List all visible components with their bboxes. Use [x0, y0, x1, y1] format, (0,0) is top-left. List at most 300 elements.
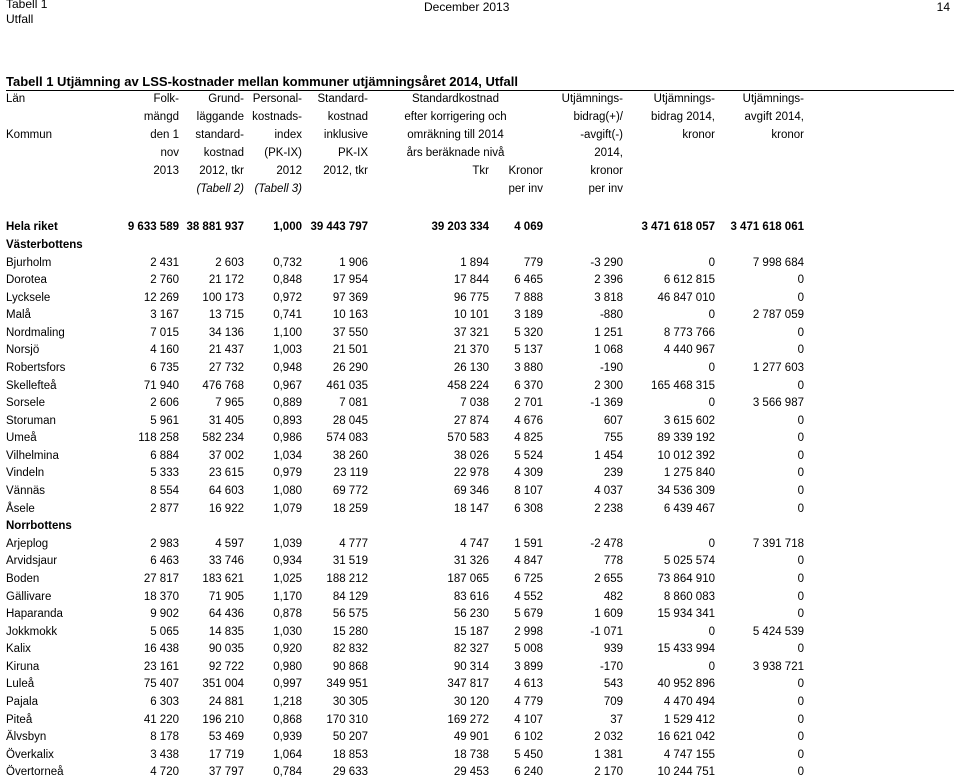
table-cell: 26 130 [368, 359, 489, 377]
table-cell: 26 290 [302, 359, 368, 377]
table-row [6, 500, 804, 518]
table-cell: 73 864 910 [623, 570, 715, 588]
header-cell: bidrag(+)/ [543, 111, 623, 129]
table-row [6, 570, 804, 588]
table-cell: 15 280 [302, 623, 368, 641]
table-cell: 0,848 [244, 271, 302, 289]
table-row [6, 746, 804, 764]
header-cell: kostnad [302, 111, 368, 129]
table-cell: 69 346 [368, 482, 489, 500]
table-cell: 1 381 [543, 746, 623, 764]
table-cell: 2 998 [489, 623, 543, 641]
table-cell: 3 189 [489, 306, 543, 324]
table-cell: 5 320 [489, 324, 543, 342]
municipality-name: Vilhelmina [6, 447, 114, 465]
table-cell: 778 [543, 553, 623, 571]
table-cell: 0,934 [244, 553, 302, 571]
table-cell: 6 102 [489, 728, 543, 746]
header-row [6, 147, 804, 165]
table-cell: 1 068 [543, 342, 623, 360]
section-heading-row [6, 517, 804, 535]
table-cell: 38 881 937 [179, 219, 244, 237]
header-cell: Kronor [489, 165, 543, 183]
table-cell: 0,967 [244, 377, 302, 395]
header-cell [623, 165, 715, 183]
table-cell: 34 536 309 [623, 482, 715, 500]
table-cell: -1 369 [543, 394, 623, 412]
table-cell: 6 439 467 [623, 500, 715, 518]
header-cell: den 1 [114, 129, 179, 147]
section-name: Norrbottens [6, 517, 804, 535]
table-cell: 90 314 [368, 658, 489, 676]
municipality-name: Boden [6, 570, 114, 588]
table-cell: 2 606 [114, 394, 179, 412]
header-cell: -avgift(-) [543, 129, 623, 147]
table-cell: 755 [543, 430, 623, 448]
table-cell: 4 720 [114, 764, 179, 781]
table-cell: 607 [543, 412, 623, 430]
table-cell: 7 015 [114, 324, 179, 342]
table-cell: 6 465 [489, 271, 543, 289]
table-cell: 10 101 [368, 306, 489, 324]
table-row [6, 535, 804, 553]
municipality-name: Sorsele [6, 394, 114, 412]
table-cell: 30 305 [302, 693, 368, 711]
header-cell: kronor [715, 129, 804, 147]
table-cell: 239 [543, 465, 623, 483]
table-cell: 18 738 [368, 746, 489, 764]
header-cell [623, 147, 715, 165]
table-cell: 939 [543, 640, 623, 658]
header-cell: års beräknade nivå [368, 147, 543, 165]
table-cell: 4 552 [489, 588, 543, 606]
table-cell: 31 519 [302, 553, 368, 571]
table-cell: 1 277 603 [715, 359, 804, 377]
header-cell [6, 183, 114, 201]
table-cell: 31 326 [368, 553, 489, 571]
table-cell: 37 [543, 711, 623, 729]
table-cell: 187 065 [368, 570, 489, 588]
table-cell: 3 880 [489, 359, 543, 377]
header-cell: 2012 [244, 165, 302, 183]
header-cell: index [244, 129, 302, 147]
header-cell: Personal- [244, 93, 302, 111]
table-row [6, 271, 804, 289]
table-cell: 0 [623, 658, 715, 676]
table-cell: 0,920 [244, 640, 302, 658]
table-cell: 0 [715, 271, 804, 289]
table-cell: 0 [715, 746, 804, 764]
table-cell: 4 597 [179, 535, 244, 553]
table-cell: 5 679 [489, 605, 543, 623]
table-cell: 0,784 [244, 764, 302, 781]
table-cell: 0 [715, 377, 804, 395]
table-cell: 34 136 [179, 324, 244, 342]
table-cell: 0 [715, 553, 804, 571]
table-cell: 18 853 [302, 746, 368, 764]
table-cell: 56 575 [302, 605, 368, 623]
table-cell: 0,980 [244, 658, 302, 676]
municipality-name: Åsele [6, 500, 114, 518]
table-cell: 2 603 [179, 254, 244, 272]
table-cell: 0,732 [244, 254, 302, 272]
table-cell: 461 035 [302, 377, 368, 395]
municipality-name: Umeå [6, 430, 114, 448]
table-cell: 351 004 [179, 676, 244, 694]
table-cell: -1 071 [543, 623, 623, 641]
table-cell: 8 107 [489, 482, 543, 500]
table-cell: 4 160 [114, 342, 179, 360]
table-cell: 28 045 [302, 412, 368, 430]
table-cell: 0,948 [244, 359, 302, 377]
table-cell: 21 501 [302, 342, 368, 360]
table-cell: 5 333 [114, 465, 179, 483]
table-cell: 0 [623, 623, 715, 641]
table-cell: 6 303 [114, 693, 179, 711]
municipality-name: Skellefteå [6, 377, 114, 395]
table-cell: 0 [715, 588, 804, 606]
table-cell: 5 008 [489, 640, 543, 658]
table-cell: 1 454 [543, 447, 623, 465]
table-row [6, 711, 804, 729]
table-cell: 3 818 [543, 289, 623, 307]
table-cell: 6 884 [114, 447, 179, 465]
table-row [6, 764, 804, 781]
table-cell: 22 978 [368, 465, 489, 483]
table-cell: 5 137 [489, 342, 543, 360]
sheet-subtitle: Utfall [6, 12, 33, 26]
table-cell: 4 779 [489, 693, 543, 711]
table-cell: 27 732 [179, 359, 244, 377]
header-cell [715, 147, 804, 165]
table-cell [543, 219, 623, 237]
table-cell: 4 777 [302, 535, 368, 553]
table-cell: 779 [489, 254, 543, 272]
header-cell: per inv [543, 183, 623, 201]
header-row [6, 129, 804, 147]
table-cell: 1 906 [302, 254, 368, 272]
table-cell: 4 825 [489, 430, 543, 448]
table-cell: 21 172 [179, 271, 244, 289]
table-cell: 6 308 [489, 500, 543, 518]
table-cell: 6 612 815 [623, 271, 715, 289]
table-cell: 170 310 [302, 711, 368, 729]
header-cell [114, 183, 179, 201]
header-cell [302, 183, 368, 201]
table-cell: 90 868 [302, 658, 368, 676]
header-cell: Standardkostnad [368, 93, 543, 111]
section-heading-row [6, 236, 804, 254]
table-cell: 37 797 [179, 764, 244, 781]
municipality-name: Robertsfors [6, 359, 114, 377]
table-cell: 0 [715, 447, 804, 465]
table-cell: 96 775 [368, 289, 489, 307]
table-cell: 4 747 [368, 535, 489, 553]
header-cell: avgift 2014, [715, 111, 804, 129]
table-cell: -880 [543, 306, 623, 324]
header-cell: Standard- [302, 93, 368, 111]
header-cell: inklusive [302, 129, 368, 147]
header-cell: kronor [543, 165, 623, 183]
table-cell: 30 120 [368, 693, 489, 711]
table-row [6, 412, 804, 430]
municipality-name: Gällivare [6, 588, 114, 606]
table-cell: 46 847 010 [623, 289, 715, 307]
table-cell: 2 396 [543, 271, 623, 289]
table-cell: 0 [715, 430, 804, 448]
table-cell: 27 817 [114, 570, 179, 588]
table-cell: 165 468 315 [623, 377, 715, 395]
header-cell: 2013 [114, 165, 179, 183]
header-cell [6, 147, 114, 165]
header-cell: 2014, [543, 147, 623, 165]
table-cell: 10 244 751 [623, 764, 715, 781]
table-cell: 37 321 [368, 324, 489, 342]
table-cell: 3 471 618 057 [623, 219, 715, 237]
table-cell: 7 998 684 [715, 254, 804, 272]
table-cell: 169 272 [368, 711, 489, 729]
table-cell: 118 258 [114, 430, 179, 448]
table-cell: 476 768 [179, 377, 244, 395]
municipality-name: Övertorneå [6, 764, 114, 781]
table-cell: 8 178 [114, 728, 179, 746]
table-cell: 39 203 334 [368, 219, 489, 237]
table-row [6, 377, 804, 395]
table-cell: 188 212 [302, 570, 368, 588]
table-cell: 0,889 [244, 394, 302, 412]
header-cell: Folk- [114, 93, 179, 111]
municipality-name: Vännäs [6, 482, 114, 500]
table-cell: 0 [715, 570, 804, 588]
table-cell: 1 609 [543, 605, 623, 623]
municipality-name: Luleå [6, 676, 114, 694]
table-cell: 23 615 [179, 465, 244, 483]
table-cell: 7 038 [368, 394, 489, 412]
table-row [6, 623, 804, 641]
table-cell: -2 478 [543, 535, 623, 553]
table-cell: 0,972 [244, 289, 302, 307]
table-cell: 4 309 [489, 465, 543, 483]
header-cell: efter korrigering och [368, 111, 543, 129]
municipality-name: Arvidsjaur [6, 553, 114, 571]
table-cell: 0 [715, 412, 804, 430]
table-row [6, 430, 804, 448]
header-cell: 2012, tkr [179, 165, 244, 183]
table-cell: 2 238 [543, 500, 623, 518]
table-cell: 3 615 602 [623, 412, 715, 430]
table-cell: 4 440 967 [623, 342, 715, 360]
table-cell: 7 081 [302, 394, 368, 412]
table-cell: 1,025 [244, 570, 302, 588]
table-cell: 18 370 [114, 588, 179, 606]
table-cell: 0 [715, 764, 804, 781]
table-cell: 64 436 [179, 605, 244, 623]
table-cell: 17 719 [179, 746, 244, 764]
table-cell: 1,218 [244, 693, 302, 711]
table-cell: 1,000 [244, 219, 302, 237]
header-cell: kronor [623, 129, 715, 147]
table-cell: 7 965 [179, 394, 244, 412]
table-cell: 570 583 [368, 430, 489, 448]
table-cell: 21 370 [368, 342, 489, 360]
table-cell: 7 888 [489, 289, 543, 307]
table-cell: 39 443 797 [302, 219, 368, 237]
header-row [6, 111, 804, 129]
table-row [6, 553, 804, 571]
table-cell: 2 170 [543, 764, 623, 781]
header-cell: PK-IX [302, 147, 368, 165]
table-cell: 0,868 [244, 711, 302, 729]
table-cell: 38 260 [302, 447, 368, 465]
table-row [6, 359, 804, 377]
municipality-name: Älvsbyn [6, 728, 114, 746]
table-cell: 2 431 [114, 254, 179, 272]
table-cell: 23 119 [302, 465, 368, 483]
table-cell: 4 470 494 [623, 693, 715, 711]
table-cell: 69 772 [302, 482, 368, 500]
table-cell: 0,939 [244, 728, 302, 746]
header-cell: omräkning till 2014 [368, 129, 543, 147]
table-cell: 0,979 [244, 465, 302, 483]
table-cell: 37 002 [179, 447, 244, 465]
table-cell: 92 722 [179, 658, 244, 676]
table-row [6, 728, 804, 746]
table-cell: 3 438 [114, 746, 179, 764]
table-cell: 82 327 [368, 640, 489, 658]
table-cell: 0 [715, 482, 804, 500]
table-cell: 0 [623, 306, 715, 324]
table-cell: 2 701 [489, 394, 543, 412]
table-cell: 0 [715, 676, 804, 694]
table-cell: 16 922 [179, 500, 244, 518]
table-cell: 9 902 [114, 605, 179, 623]
table-header [6, 93, 804, 201]
table-cell: 5 961 [114, 412, 179, 430]
table-row [6, 588, 804, 606]
table-cell: 0 [715, 640, 804, 658]
table-cell: 75 407 [114, 676, 179, 694]
table-cell: 18 259 [302, 500, 368, 518]
header-cell: Grund- [179, 93, 244, 111]
table-cell: 1,170 [244, 588, 302, 606]
table-cell: 6 240 [489, 764, 543, 781]
table-cell: 0,986 [244, 430, 302, 448]
table-cell: 16 621 042 [623, 728, 715, 746]
table-cell: 574 083 [302, 430, 368, 448]
table-cell: 0 [715, 289, 804, 307]
spacer-row [6, 201, 804, 219]
table-cell: 7 391 718 [715, 535, 804, 553]
table-cell: 349 951 [302, 676, 368, 694]
municipality-name: Haparanda [6, 605, 114, 623]
table-row [6, 289, 804, 307]
table-cell: 709 [543, 693, 623, 711]
table-cell: 49 901 [368, 728, 489, 746]
table-cell: 4 847 [489, 553, 543, 571]
table-row [6, 693, 804, 711]
municipality-name: Överkalix [6, 746, 114, 764]
table-cell: 71 940 [114, 377, 179, 395]
municipality-name: Nordmaling [6, 324, 114, 342]
header-cell: Utjämnings- [715, 93, 804, 111]
table-cell: 100 173 [179, 289, 244, 307]
header-cell: 2012, tkr [302, 165, 368, 183]
header-cell [6, 111, 114, 129]
table-cell: 71 905 [179, 588, 244, 606]
table-cell: 0 [623, 394, 715, 412]
table-cell: 2 877 [114, 500, 179, 518]
table-cell: 4 613 [489, 676, 543, 694]
lss-equalization-table [6, 93, 804, 781]
table-cell: 582 234 [179, 430, 244, 448]
table-cell: 33 746 [179, 553, 244, 571]
table-cell: 1,080 [244, 482, 302, 500]
table-row [6, 465, 804, 483]
table-cell: 0 [715, 500, 804, 518]
section-name: Västerbottens [6, 236, 804, 254]
header-cell: Utjämnings- [623, 93, 715, 111]
header-cell: bidrag 2014, [623, 111, 715, 129]
table-cell: 458 224 [368, 377, 489, 395]
table-cell: 0,997 [244, 676, 302, 694]
table-cell: -3 290 [543, 254, 623, 272]
header-cell: nov [114, 147, 179, 165]
table-cell: 0 [715, 324, 804, 342]
table-cell: 3 938 721 [715, 658, 804, 676]
table-cell: 1 275 840 [623, 465, 715, 483]
table-cell: 1,030 [244, 623, 302, 641]
table-cell: 12 269 [114, 289, 179, 307]
table-row [6, 254, 804, 272]
table-cell: 15 934 341 [623, 605, 715, 623]
total-row [6, 219, 804, 237]
header-cell [623, 183, 715, 201]
table-cell: 50 207 [302, 728, 368, 746]
header-date: December 2013 [424, 0, 509, 14]
header-cell: per inv [489, 183, 543, 201]
municipality-name: Kalix [6, 640, 114, 658]
table-cell: 5 524 [489, 447, 543, 465]
municipality-name: Piteå [6, 711, 114, 729]
table-cell: 2 760 [114, 271, 179, 289]
municipality-name: Jokkmokk [6, 623, 114, 641]
table-cell: 183 621 [179, 570, 244, 588]
table-cell: 4 107 [489, 711, 543, 729]
header-cell: Kommun [6, 129, 114, 147]
table-cell: 1 529 412 [623, 711, 715, 729]
table-cell: 3 566 987 [715, 394, 804, 412]
municipality-name: Dorotea [6, 271, 114, 289]
header-cell: kostnad [179, 147, 244, 165]
header-cell: kostnads- [244, 111, 302, 129]
table-cell: 5 450 [489, 746, 543, 764]
header-cell: standard- [179, 129, 244, 147]
table-cell: 482 [543, 588, 623, 606]
header-cell: Tkr [368, 165, 489, 183]
table-row [6, 324, 804, 342]
table-row [6, 676, 804, 694]
table-cell: 56 230 [368, 605, 489, 623]
table-cell: 0 [715, 342, 804, 360]
table-cell: 15 433 994 [623, 640, 715, 658]
table-cell: 0 [623, 359, 715, 377]
table-cell: 8 860 083 [623, 588, 715, 606]
table-cell: 0 [715, 728, 804, 746]
municipality-name: Kiruna [6, 658, 114, 676]
table-cell: 0 [715, 465, 804, 483]
table-title: Tabell 1 Utjämning av LSS-kostnader mellan kommuner utjämningsåret 2014, Utfall [6, 74, 518, 89]
table-cell: 347 817 [368, 676, 489, 694]
